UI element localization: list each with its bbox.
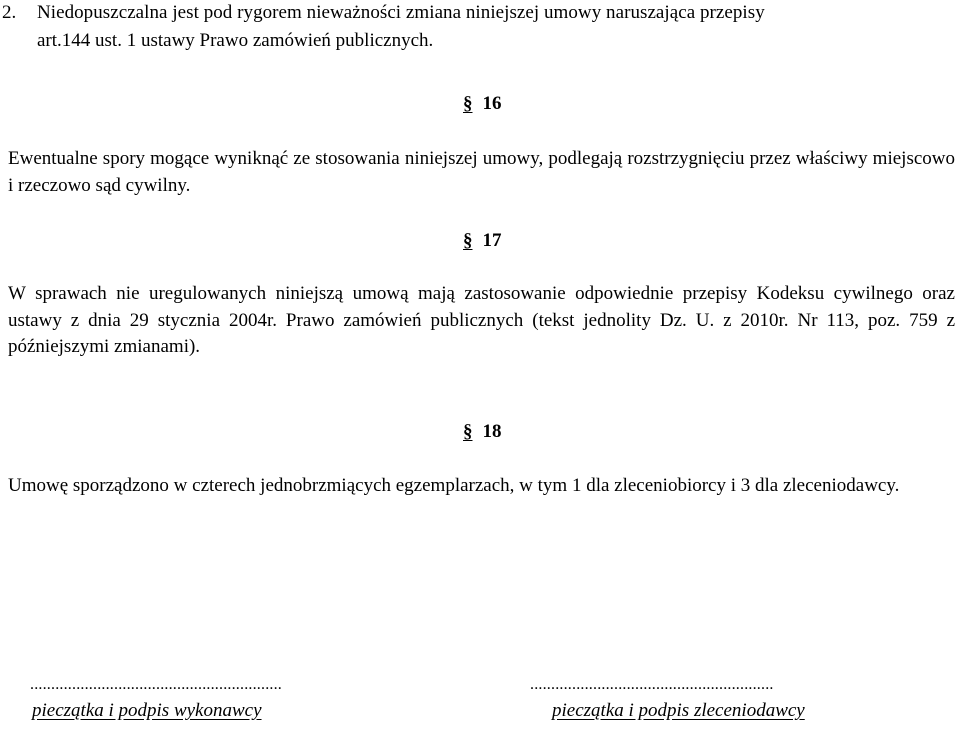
item-2-number: 2. bbox=[2, 2, 17, 23]
paragraph-18-heading bbox=[463, 421, 502, 443]
section-sign: § bbox=[463, 230, 473, 251]
item-2-line-2: art.144 ust. 1 ustawy Prawo zamówień publicznych. bbox=[37, 30, 434, 51]
paragraph-number: 18 bbox=[482, 421, 502, 442]
paragraph-16-heading bbox=[463, 93, 502, 115]
item-2-line-1: Niedopuszczalna jest pod rygorem nieważności zmiana niniejszej umowy naruszająca przepisy bbox=[37, 2, 765, 23]
signature-line-right: .......................................................... bbox=[530, 676, 774, 693]
paragraph-number: 16 bbox=[482, 93, 502, 114]
paragraph-18-text: Umowę sporządzono w czterech jednobrzmiących egzemplarzach, w tym 1 dla zleceniobiorcy i 3 dla zleceniodawcy. bbox=[8, 475, 900, 496]
paragraph-17-text: W sprawach nie uregulowanych niniejszą umową mają zastosowanie odpowiednie przepisy Kodeksu cywilnego oraz ustawy z dnia 29 stycznia 2004r. Prawo zamówień publicznych (tekst jednolity Dz. U. z 2010r. Nr 113, poz. 759 z późniejszymi zmianami). bbox=[8, 283, 955, 357]
signature-label-left: pieczątka i podpis wykonawcy bbox=[32, 700, 262, 721]
paragraph-number: 17 bbox=[482, 230, 502, 251]
signature-label-right: pieczątka i podpis zleceniodawcy bbox=[552, 700, 805, 721]
paragraph-16-text: Ewentualne spory mogące wyniknąć ze stosowania niniejszej umowy, podlegają rozstrzygnięciu przez właściwy miejscowo i rzeczowo sąd cywilny. bbox=[8, 148, 955, 196]
paragraph-17-heading bbox=[463, 230, 502, 252]
section-sign: § bbox=[463, 421, 473, 442]
section-sign: § bbox=[463, 93, 473, 114]
signature-line-left: ............................................................ bbox=[30, 676, 282, 693]
